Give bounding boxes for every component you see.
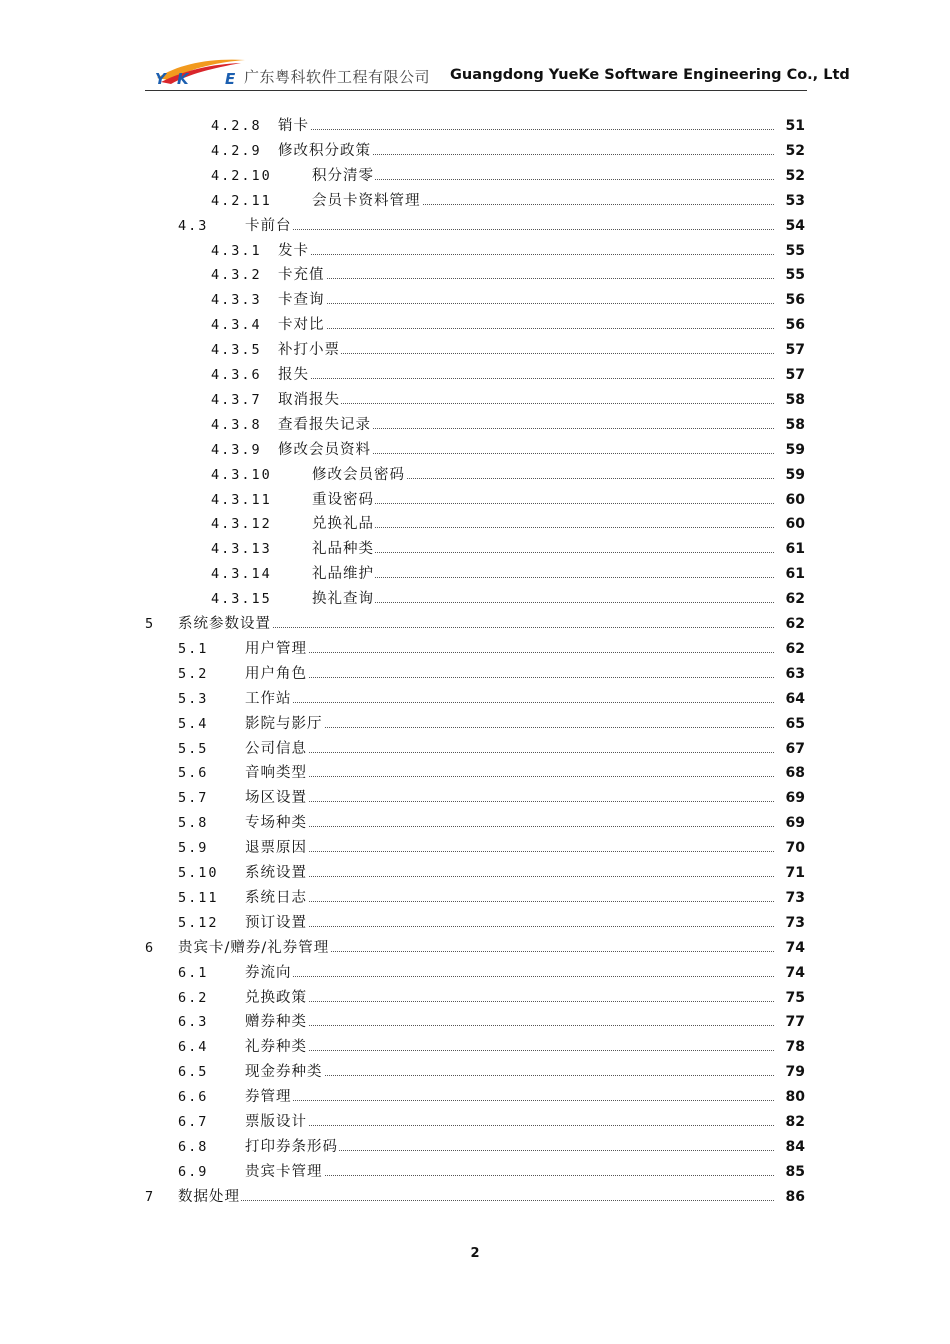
toc-entry-page: 79 — [775, 1061, 805, 1083]
toc-entry-number: 6.1 — [178, 964, 209, 981]
toc-dot-leader — [255, 901, 784, 902]
toc-dot-leader — [255, 776, 784, 777]
toc-entry[interactable] — [0, 439, 950, 461]
toc-entry[interactable] — [0, 762, 950, 784]
toc-entry[interactable] — [0, 414, 950, 436]
toc-entry[interactable] — [0, 713, 950, 735]
toc-entry-number: 6.3 — [178, 1014, 209, 1031]
toc-dot-leader — [188, 627, 784, 628]
toc-entry-number: 4.2.10 — [211, 167, 272, 184]
toc-dot-leader — [322, 527, 784, 528]
toc-entry-number: 6.2 — [178, 989, 209, 1006]
toc-entry-page: 70 — [775, 837, 805, 859]
toc-entry[interactable] — [0, 688, 950, 710]
toc-entry-title: 重设密码 — [312, 489, 375, 511]
toc-entry-page: 59 — [775, 464, 805, 486]
toc-entry-page: 53 — [775, 190, 805, 212]
toc-dot-leader — [255, 229, 784, 230]
toc-entry-title: 积分清零 — [312, 165, 375, 187]
toc-dot-leader — [255, 1175, 784, 1176]
toc-entry-page: 62 — [775, 588, 805, 610]
toc-entry-title: 报失 — [278, 364, 310, 386]
toc-entry-number: 4.2.11 — [211, 192, 272, 209]
toc-entry-number: 4.3.3 — [211, 292, 262, 309]
toc-entry[interactable] — [0, 563, 950, 585]
toc-entry-number: 4.3.4 — [211, 317, 262, 334]
toc-entry-number: 6 — [145, 939, 156, 956]
toc-entry[interactable] — [0, 1036, 950, 1058]
toc-entry-title: 打印券条形码 — [245, 1136, 339, 1158]
toc-dot-leader — [255, 851, 784, 852]
toc-entry-number: 4.3 — [178, 217, 209, 234]
toc-entry-title: 用户角色 — [245, 663, 308, 685]
toc-entry-number: 6.6 — [178, 1089, 209, 1106]
toc-dot-leader — [255, 677, 784, 678]
toc-entry-page: 61 — [775, 538, 805, 560]
header-divider — [145, 90, 807, 91]
toc-entry-page: 64 — [775, 688, 805, 710]
toc-entry-page: 52 — [775, 140, 805, 162]
toc-entry-title: 音响类型 — [245, 762, 308, 784]
toc-entry-number: 4.3.15 — [211, 591, 272, 608]
toc-entry-title: 赠券种类 — [245, 1011, 308, 1033]
toc-entry-title: 发卡 — [278, 240, 310, 262]
toc-entry-page: 82 — [775, 1111, 805, 1133]
toc-entry-title: 礼品维护 — [312, 563, 375, 585]
toc-entry[interactable] — [0, 812, 950, 834]
toc-dot-leader — [255, 1100, 784, 1101]
toc-entry-title: 兑换礼品 — [312, 513, 375, 535]
logo-letter-k: K — [177, 70, 189, 88]
toc-entry[interactable] — [0, 613, 950, 635]
toc-entry-title: 系统参数设置 — [178, 613, 272, 635]
toc-entry[interactable] — [0, 240, 950, 262]
toc-entry-number: 4.3.14 — [211, 566, 272, 583]
toc-dot-leader — [288, 278, 784, 279]
toc-dot-leader — [288, 353, 784, 354]
company-name-en: Guangdong YueKe Software Engineering Co., Ltd — [450, 67, 850, 83]
toc-entry-page: 55 — [775, 264, 805, 286]
toc-dot-leader — [255, 926, 784, 927]
toc-entry-title: 券管理 — [245, 1086, 293, 1108]
toc-dot-leader — [288, 254, 784, 255]
toc-entry-number: 4.3.11 — [211, 491, 272, 508]
toc-entry-page: 57 — [775, 364, 805, 386]
toc-entry-title: 卡充值 — [278, 264, 326, 286]
toc-entry[interactable] — [0, 264, 950, 286]
toc-entry-title: 系统日志 — [245, 887, 308, 909]
toc-entry-number: 5 — [145, 616, 156, 632]
toc-entry-number: 4.3.10 — [211, 466, 272, 483]
toc-dot-leader — [255, 976, 784, 977]
toc-entry-number: 6.4 — [178, 1039, 209, 1056]
toc-entry[interactable] — [0, 489, 950, 511]
toc-dot-leader — [288, 378, 784, 379]
toc-entry[interactable] — [0, 1061, 950, 1083]
toc-entry-page: 68 — [775, 762, 805, 784]
toc-entry[interactable] — [0, 464, 950, 486]
toc-entry-title: 礼品种类 — [312, 538, 375, 560]
toc-dot-leader — [255, 727, 784, 728]
toc-entry-page: 52 — [775, 165, 805, 187]
toc-entry-page: 54 — [775, 215, 805, 237]
toc-dot-leader — [188, 1200, 784, 1201]
toc-entry-title: 公司信息 — [245, 738, 308, 760]
toc-entry-page: 73 — [775, 887, 805, 909]
toc-dot-leader — [322, 577, 784, 578]
toc-entry-page: 71 — [775, 862, 805, 884]
toc-entry-page: 60 — [775, 513, 805, 535]
toc-entry-page: 61 — [775, 563, 805, 585]
toc-entry-title: 会员卡资料管理 — [312, 190, 422, 212]
toc-entry[interactable] — [0, 837, 950, 859]
logo-letter-e: E — [225, 70, 236, 88]
toc-entry-number: 5.9 — [178, 840, 209, 857]
toc-entry[interactable] — [0, 1111, 950, 1133]
toc-entry-title: 贵宾卡管理 — [245, 1161, 324, 1183]
toc-entry-page: 56 — [775, 314, 805, 336]
toc-entry-number: 4.3.12 — [211, 516, 272, 533]
toc-entry-title: 修改会员资料 — [278, 439, 372, 461]
toc-entry-page: 69 — [775, 812, 805, 834]
toc-dot-leader — [255, 826, 784, 827]
toc-entry-number: 4.3.13 — [211, 541, 272, 558]
toc-entry-title: 换礼查询 — [312, 588, 375, 610]
toc-entry-page: 65 — [775, 713, 805, 735]
toc-entry[interactable] — [0, 314, 950, 336]
toc-entry-title: 预订设置 — [245, 912, 308, 934]
toc-entry-page: 58 — [775, 414, 805, 436]
toc-entry-number: 6.5 — [178, 1064, 209, 1081]
toc-entry-page: 58 — [775, 389, 805, 411]
toc-entry-number: 4.3.7 — [211, 391, 262, 408]
toc-entry-title: 退票原因 — [245, 837, 308, 859]
toc-entry-title: 影院与影厅 — [245, 713, 324, 735]
toc-entry-number: 5.11 — [178, 889, 219, 906]
toc-entry-page: 55 — [775, 240, 805, 262]
toc-entry-number: 4.2.9 — [211, 142, 262, 159]
toc-entry-title: 修改会员密码 — [312, 464, 406, 486]
toc-entry-page: 84 — [775, 1136, 805, 1158]
toc-dot-leader — [255, 801, 784, 802]
toc-dot-leader — [322, 602, 784, 603]
toc-entry-number: 6.8 — [178, 1138, 209, 1155]
toc-dot-leader — [255, 702, 784, 703]
toc-entry-number: 5.2 — [178, 665, 209, 682]
toc-dot-leader — [255, 1050, 784, 1051]
toc-dot-leader — [322, 179, 784, 180]
toc-entry-number: 4.3.1 — [211, 242, 262, 259]
toc-entry[interactable] — [0, 538, 950, 560]
toc-entry[interactable] — [0, 1086, 950, 1108]
toc-entry-page: 60 — [775, 489, 805, 511]
toc-entry-number: 7 — [145, 1188, 156, 1205]
toc-entry-page: 74 — [775, 937, 805, 959]
toc-entry[interactable] — [0, 588, 950, 610]
toc-entry[interactable] — [0, 289, 950, 311]
toc-entry[interactable] — [0, 190, 950, 212]
toc-entry[interactable] — [0, 638, 950, 660]
toc-entry-page: 67 — [775, 738, 805, 760]
company-logo — [149, 54, 249, 88]
toc-entry-page: 78 — [775, 1036, 805, 1058]
toc-entry-page: 56 — [775, 289, 805, 311]
toc-entry[interactable] — [0, 215, 950, 237]
toc-entry-page: 59 — [775, 439, 805, 461]
toc-dot-leader — [322, 503, 784, 504]
toc-entry-number: 6.7 — [178, 1114, 209, 1130]
toc-entry-title: 工作站 — [245, 688, 293, 710]
toc-dot-leader — [255, 1075, 784, 1076]
toc-entry-page: 77 — [775, 1011, 805, 1033]
toc-entry-number: 5.3 — [178, 690, 209, 707]
toc-entry-title: 兑换政策 — [245, 987, 308, 1009]
toc-dot-leader — [255, 876, 784, 877]
toc-entry[interactable] — [0, 339, 950, 361]
company-name-cn: 广东粤科软件工程有限公司 — [244, 68, 431, 86]
toc-dot-leader — [288, 129, 784, 130]
toc-entry-title: 卡前台 — [245, 215, 293, 237]
toc-entry[interactable] — [0, 912, 950, 934]
toc-entry[interactable] — [0, 937, 950, 959]
toc-entry-number: 4.3.5 — [211, 342, 262, 359]
toc-entry-page: 86 — [775, 1186, 805, 1208]
toc-entry-page: 80 — [775, 1086, 805, 1108]
toc-entry[interactable] — [0, 862, 950, 884]
toc-entry-title: 现金券种类 — [245, 1061, 324, 1083]
toc-dot-leader — [255, 1025, 784, 1026]
toc-entry-title: 数据处理 — [178, 1186, 241, 1208]
toc-entry[interactable] — [0, 738, 950, 760]
toc-entry-page: 74 — [775, 962, 805, 984]
toc-entry-number: 5.7 — [178, 790, 209, 807]
toc-entry-number: 4.2.8 — [211, 118, 262, 134]
toc-dot-leader — [288, 328, 784, 329]
toc-entry-title: 用户管理 — [245, 638, 308, 660]
toc-entry[interactable] — [0, 962, 950, 984]
toc-entry[interactable] — [0, 1186, 950, 1208]
toc-entry[interactable] — [0, 513, 950, 535]
toc-entry-number: 4.3.8 — [211, 416, 262, 433]
toc-dot-leader — [255, 652, 784, 653]
toc-entry-number: 5.8 — [178, 815, 209, 832]
toc-dot-leader — [255, 752, 784, 753]
toc-entry-page: 63 — [775, 663, 805, 685]
toc-entry-title: 专场种类 — [245, 812, 308, 834]
toc-dot-leader — [322, 552, 784, 553]
toc-entry-title: 修改积分政策 — [278, 140, 372, 162]
toc-entry-title: 贵宾卡/赠券/礼券管理 — [178, 937, 330, 959]
toc-entry[interactable] — [0, 663, 950, 685]
toc-dot-leader — [255, 1001, 784, 1002]
toc-entry[interactable] — [0, 987, 950, 1009]
toc-entry[interactable] — [0, 389, 950, 411]
toc-entry[interactable] — [0, 1161, 950, 1183]
toc-entry-number: 4.3.6 — [211, 367, 262, 383]
toc-entry-number: 5.6 — [178, 765, 209, 782]
toc-entry-page: 62 — [775, 613, 805, 635]
logo-letter-y: Y — [155, 70, 166, 88]
toc-dot-leader — [288, 303, 784, 304]
toc-entry-title: 券流向 — [245, 962, 293, 984]
toc-entry[interactable] — [0, 1136, 950, 1158]
toc-entry[interactable] — [0, 165, 950, 187]
toc-entry[interactable] — [0, 1011, 950, 1033]
toc-entry-title: 票版设计 — [245, 1111, 308, 1133]
toc-entry-page: 62 — [775, 638, 805, 660]
toc-entry-number: 6.9 — [178, 1163, 209, 1180]
toc-entry-page: 75 — [775, 987, 805, 1009]
toc-entry-title: 卡查询 — [278, 289, 326, 311]
toc-entry-title: 补打小票 — [278, 339, 341, 361]
toc-entry-number: 5.12 — [178, 914, 219, 931]
toc-entry[interactable] — [0, 787, 950, 809]
page-number: 2 — [470, 1246, 480, 1261]
toc-entry-title: 销卡 — [278, 115, 310, 137]
toc-entry[interactable] — [0, 115, 950, 137]
toc-entry[interactable] — [0, 140, 950, 162]
toc-entry-number: 5.4 — [178, 715, 209, 732]
toc-entry[interactable] — [0, 887, 950, 909]
toc-dot-leader — [288, 403, 784, 404]
toc-entry-title: 系统设置 — [245, 862, 308, 884]
toc-entry-number: 5.5 — [178, 740, 209, 757]
toc-entry-title: 卡对比 — [278, 314, 326, 336]
toc-entry-page: 57 — [775, 339, 805, 361]
toc-entry[interactable] — [0, 364, 950, 386]
toc-entry-title: 取消报失 — [278, 389, 341, 411]
toc-entry-number: 4.3.9 — [211, 441, 262, 458]
toc-entry-page: 85 — [775, 1161, 805, 1183]
toc-entry-title: 场区设置 — [245, 787, 308, 809]
toc-entry-page: 51 — [775, 115, 805, 137]
toc-dot-leader — [255, 1125, 784, 1126]
toc-entry-title: 查看报失记录 — [278, 414, 372, 436]
toc-entry-number: 5.10 — [178, 865, 219, 881]
toc-entry-title: 礼券种类 — [245, 1036, 308, 1058]
toc-entry-number: 4.3.2 — [211, 267, 262, 284]
toc-entry-page: 73 — [775, 912, 805, 934]
toc-entry-page: 69 — [775, 787, 805, 809]
toc-entry-number: 5.1 — [178, 640, 209, 657]
